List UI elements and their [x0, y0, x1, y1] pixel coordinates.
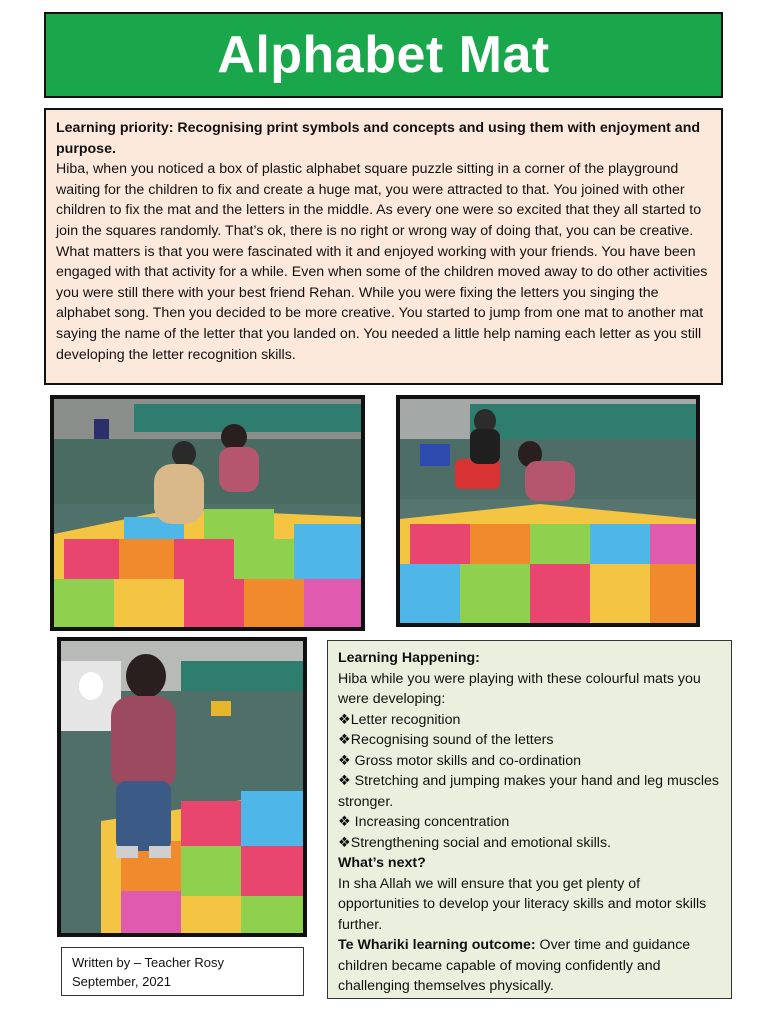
- outcome-text: Over time and guidance children became capable of moving confidently and challenging themselves physically.: [338, 937, 691, 994]
- whats-next-text: In sha Allah we will ensure that you get plenty of opportunities to develop your literacy skills and motor skills further.: [338, 875, 707, 933]
- bullet-icon: ❖: [338, 834, 351, 851]
- learning-happening-box: [327, 640, 732, 999]
- author-name: Written by – Teacher Rosy: [72, 955, 224, 970]
- list-item: ❖Strengthening social and emotional skills.: [338, 834, 611, 851]
- outcome-label: Te Whariki learning outcome:: [338, 937, 536, 953]
- photo-children-fixing-mat: [50, 395, 365, 631]
- photo-girl-with-letters: [396, 395, 700, 627]
- bullet-icon: ❖: [338, 732, 351, 748]
- list-item: ❖Letter recognition: [338, 711, 461, 728]
- page-title: Alphabet Mat: [217, 26, 550, 84]
- story-body: Hiba, when you noticed a box of plastic alphabet square puzzle sitting in a corner of the playground waiting for the children to fix and create a huge mat, you were attracted to that. You joined with other children to fix the mat and the letters in the middle. As every one were so excited that they all started to join the squares randomly. That’s ok, there is no right or wrong way of doing that, you can be creative. What matters is that you were fascinated with it and enjoyed working with your friends. You have been engaged with that activity for a while. Even when some of the children moved away to do other activities you were still there with your best friend Rehan. While you were fixing the letters you singing the alphabet song. Then you decided to be more creative. You started to jump from one mat to another mat saying the name of the letter that you landed on. You needed a little help naming each letter as you still developing the letter recognition skills.: [56, 161, 708, 363]
- te-whariki-outcome: [338, 935, 722, 997]
- skills-list: [338, 710, 722, 854]
- list-item: ❖ Increasing concentration: [338, 814, 510, 830]
- title-banner: [44, 12, 723, 98]
- author-date: September, 2021: [72, 973, 172, 989]
- list-item: ❖ Stretching and jumping makes your hand and leg muscles stronger.: [338, 773, 720, 810]
- bullet-icon: ❖: [338, 814, 351, 830]
- bullet-icon: ❖: [338, 711, 351, 728]
- learning-story-box: [44, 108, 723, 385]
- author-box: [61, 947, 304, 996]
- learning-happening-heading: Learning Happening:: [338, 650, 480, 666]
- whats-next-heading: What’s next?: [338, 855, 426, 871]
- bullet-icon: ❖: [338, 773, 351, 789]
- list-item: ❖ Gross motor skills and co-ordination: [338, 752, 581, 769]
- bullet-icon: ❖: [338, 752, 351, 769]
- learning-intro: Hiba while you were playing with these colourful mats you were developing:: [338, 670, 701, 707]
- list-item: ❖Recognising sound of the letters: [338, 732, 554, 748]
- learning-priority: Learning priority: Recognising print symbols and concepts and using them with enjoyment and purpose.: [56, 120, 701, 157]
- photo-girl-jumping: [57, 637, 307, 937]
